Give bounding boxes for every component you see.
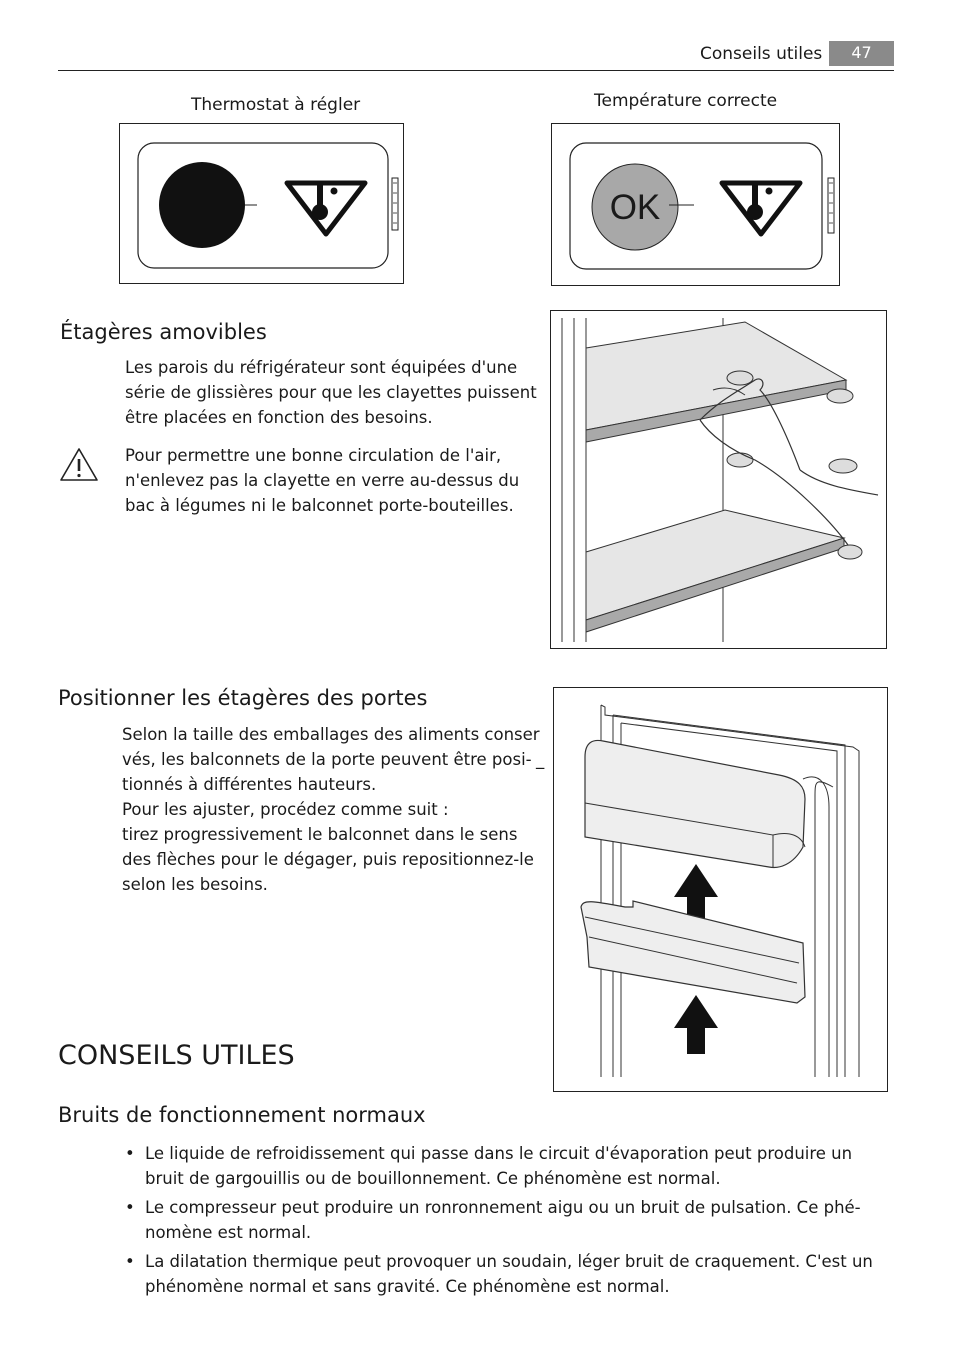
normal-noises-heading: Bruits de fonctionnement normaux (58, 1103, 426, 1127)
text-line: Pour les ajuster, procédez comme suit : (122, 800, 449, 819)
text-line: tionnés à différentes hauteurs. (122, 775, 377, 794)
text-line: bruit de gargouillis ou de bouillonnement. Ce phénomène est normal. (145, 1169, 721, 1188)
door-shelves-heading: Positionner les étagères des portes (58, 686, 428, 710)
list-item (123, 1195, 903, 1245)
text-line: Selon la taille des emballages des aliments conser (122, 725, 540, 744)
text-line: nomène est normal. (145, 1223, 312, 1242)
removable-shelves-illustration (550, 310, 888, 650)
text-line: Les parois du réfrigérateur sont équipées d'une (125, 358, 518, 377)
warning-note (125, 443, 545, 518)
warning-triangle-icon (58, 446, 100, 484)
header-rule (58, 70, 894, 71)
list-item (123, 1141, 903, 1191)
thermostat-adjust-illustration (119, 123, 405, 285)
running-header-title: Conseils utiles (700, 44, 823, 64)
text-line: • La dilatation thermique peut provoquer un soudain, léger bruit de craquement. C'est un (145, 1252, 873, 1271)
removable-shelves-heading: Étagères amovibles (60, 320, 267, 344)
thermostat-dark-indicator (159, 162, 245, 248)
page-number: 47 (829, 41, 894, 66)
thermostat-ok-illustration (551, 123, 841, 287)
door-shelves-illustration (553, 687, 889, 1093)
section-title: CONSEILS UTILES (58, 1040, 295, 1071)
thermostat-adjust-caption: Thermostat à régler (191, 95, 361, 115)
text-line: • Le compresseur peut produire un ronronnement aigu ou un bruit de pulsation. Ce phé- (145, 1198, 861, 1217)
removable-shelves-paragraph (125, 355, 545, 430)
ok-label: OK (609, 188, 661, 227)
text-line: phénomène normal et sans gravité. Ce phénomène est normal. (145, 1277, 670, 1296)
door-shelves-paragraph (122, 722, 547, 897)
text-line: selon les besoins. (122, 875, 268, 894)
text-line: • Le liquide de refroidissement qui passe dans le circuit d'évaporation peut produire un (145, 1144, 853, 1163)
text-line: tirez progressivement le balconnet dans le sens (122, 825, 518, 844)
text-line: n'enlevez pas la clayette en verre au-dessus du (125, 471, 520, 490)
text-line: bac à légumes ni le balconnet porte-bouteilles. (125, 496, 514, 515)
text-line: vés, les balconnets de la porte peuvent être posi- (122, 750, 532, 769)
normal-noises-list (123, 1141, 903, 1303)
temperature-correct-caption: Température correcte (594, 91, 778, 111)
text-line: des flèches pour le dégager, puis repositionnez-le (122, 850, 534, 869)
stray-mark: _ (536, 750, 545, 769)
list-item (123, 1249, 903, 1299)
text-line: Pour permettre une bonne circulation de l'air, (125, 446, 502, 465)
text-line: être placées en fonction des besoins. (125, 408, 433, 427)
text-line: série de glissières pour que les clayettes puissent (125, 383, 537, 402)
